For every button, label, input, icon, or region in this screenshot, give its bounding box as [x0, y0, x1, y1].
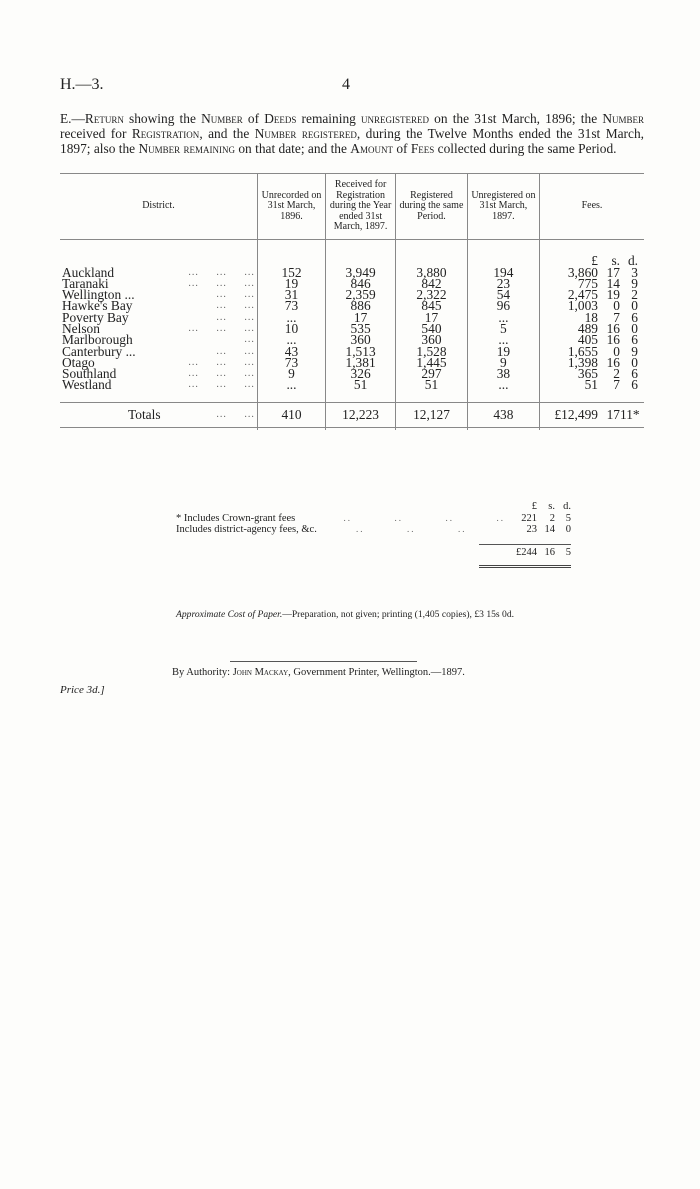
- unregistered-cell: 96: [467, 300, 539, 311]
- fees-pounds: 3,860: [567, 264, 598, 280]
- title-part: Deeds: [264, 111, 297, 126]
- table-row: [60, 379, 644, 390]
- footnote-total-pence: 5: [565, 547, 571, 558]
- footnote-leader-dots: .. .. ..: [356, 524, 467, 534]
- unregistered-cell: 194: [467, 267, 539, 278]
- fees-pounds: 489: [577, 320, 598, 336]
- received-cell: 1,513: [326, 346, 396, 357]
- fees-pence: 0: [631, 298, 638, 314]
- approximate-cost: [176, 609, 514, 620]
- approximate-cost-text: —Preparation, not given; printing (1,405 copies), £3 15s 0d.: [282, 609, 515, 620]
- title-part: remaining: [296, 111, 361, 126]
- leader-dots: ...: [244, 334, 255, 346]
- district-name: Canterbury ...: [62, 343, 136, 359]
- received-cell: 17: [326, 312, 396, 323]
- leader-dots: ... ...: [216, 311, 255, 323]
- unrecorded-cell: 73: [257, 357, 325, 368]
- page-number: 4: [342, 76, 350, 93]
- district-name: Nelson: [62, 320, 100, 336]
- fees-pounds: £12,499: [554, 407, 598, 423]
- page-reference: H.—3.: [60, 76, 104, 93]
- title-part: Number registered: [254, 126, 357, 141]
- fees-cell: [540, 403, 645, 428]
- fees-pounds: 405: [577, 332, 598, 348]
- table-row: [60, 368, 644, 379]
- leader-dots: ... ... ...: [188, 322, 255, 334]
- leader-dots: ... ... ...: [188, 356, 255, 368]
- unregistered-cell: ...: [467, 312, 539, 323]
- fees-pounds: 1,398: [567, 354, 598, 370]
- leader-dots: ... ... ...: [188, 368, 255, 380]
- received-cell: 3,949: [326, 267, 396, 278]
- received-cell: 535: [326, 323, 396, 334]
- title-part: of: [242, 111, 265, 126]
- footnote-unit-pence: d.: [563, 501, 571, 512]
- unrecorded-cell: 31: [257, 289, 325, 300]
- registered-cell: 3,880: [396, 267, 468, 278]
- fees-pounds: 2,475: [567, 287, 598, 303]
- title-part: collected during the same Period.: [434, 141, 617, 156]
- registered-cell: 540: [396, 323, 468, 334]
- unrecorded-cell: 10: [257, 323, 325, 334]
- header-unregistered: Unregistered on 31st March, 1897.: [467, 174, 539, 240]
- fees-pounds: 365: [577, 366, 598, 382]
- title-prefix: E.—: [60, 111, 85, 126]
- title-part: Return: [84, 111, 124, 126]
- authority-line: [172, 667, 465, 678]
- fees-shillings: 16: [606, 320, 620, 336]
- table-row: [60, 300, 644, 311]
- received-cell: 51: [326, 379, 396, 390]
- unit-pence: d.: [627, 252, 638, 268]
- unrecorded-cell: 410: [257, 403, 325, 428]
- footnote-shillings: 14: [544, 524, 555, 535]
- fees-pence: 6: [631, 366, 638, 382]
- registered-cell: 1,528: [396, 346, 468, 357]
- footnote-label: * Includes Crown-grant fees: [176, 513, 296, 524]
- fees-shillings: 19: [606, 287, 620, 303]
- footnote-shillings: 2: [549, 513, 555, 524]
- fees-shillings: 0: [613, 343, 620, 359]
- district-name: Westland: [62, 377, 112, 393]
- leader-dots: ... ...: [216, 345, 255, 357]
- title-part: Fees: [410, 141, 435, 156]
- fees-pence: 2: [631, 287, 638, 303]
- footnote-row: [176, 524, 571, 535]
- title-part: , during the Twelve Months ended the 31st March, 1897; also the: [60, 126, 645, 156]
- unregistered-cell: 438: [467, 403, 539, 428]
- authority-suffix: , Government Printer, Wellington.—1897.: [288, 667, 465, 678]
- fees-pounds: 1,655: [567, 343, 598, 359]
- footnote-units: [501, 501, 571, 512]
- unrecorded-cell: 19: [257, 278, 325, 289]
- fees-pence: 6: [631, 377, 638, 393]
- received-cell: 360: [326, 334, 396, 345]
- leader-dots: ... ...: [216, 289, 255, 301]
- fees-pence: 6: [631, 309, 638, 325]
- registered-cell: 51: [396, 379, 468, 390]
- footnote-unit-pounds: £: [531, 501, 537, 512]
- district-name: Poverty Bay: [62, 309, 129, 325]
- totals-row: [60, 403, 644, 428]
- title-part: of: [392, 141, 411, 156]
- unrecorded-cell: 152: [257, 267, 325, 278]
- footnote-total-shillings: 16: [544, 547, 555, 558]
- fees-pence: 0: [631, 320, 638, 336]
- printer-name: John Mackay: [232, 667, 289, 678]
- totals-label-cell: [60, 403, 257, 428]
- fees-shillings: 14: [606, 275, 620, 291]
- authority-rule: [230, 661, 417, 662]
- fees-shillings: 2: [613, 366, 620, 382]
- title-part: Amount: [350, 141, 393, 156]
- title-part: showing the: [123, 111, 202, 126]
- fees-pence: 9: [631, 275, 638, 291]
- table-header-row: [60, 174, 644, 240]
- price-label: Price 3d.]: [60, 684, 105, 696]
- registered-cell: 1,445: [396, 357, 468, 368]
- footnote-unit-shillings: s.: [548, 501, 555, 512]
- unrecorded-cell: 43: [257, 346, 325, 357]
- received-cell: 846: [326, 278, 396, 289]
- unregistered-cell: ...: [467, 379, 539, 390]
- fees-pence: 0: [631, 354, 638, 370]
- footnote-row: [176, 513, 571, 524]
- received-cell: 12,223: [326, 403, 396, 428]
- unit-pounds: £: [591, 252, 598, 268]
- fees-shillings: 17: [606, 407, 620, 423]
- footnote-pence: 5: [565, 513, 571, 524]
- leader-dots: ... ... ...: [188, 277, 255, 289]
- district-name: Wellington ...: [62, 287, 135, 303]
- unregistered-cell: 19: [467, 346, 539, 357]
- registered-cell: 842: [396, 278, 468, 289]
- leader-dots: ... ... ...: [188, 379, 255, 391]
- unregistered-cell: 5: [467, 323, 539, 334]
- unregistered-cell: 54: [467, 289, 539, 300]
- fees-shillings: 17: [606, 264, 620, 280]
- header-registered: Registered during the same Period.: [396, 174, 468, 240]
- leader-dots: ... ...: [216, 409, 255, 421]
- unregistered-cell: ...: [467, 334, 539, 345]
- unrecorded-cell: 9: [257, 368, 325, 379]
- registered-cell: 845: [396, 300, 468, 311]
- footnote-pence: 0: [565, 524, 571, 535]
- unrecorded-cell: ...: [257, 312, 325, 323]
- registered-cell: 12,127: [396, 403, 468, 428]
- district-name: Hawke's Bay: [62, 298, 133, 314]
- title-part: unregistered: [361, 111, 429, 126]
- footnote-leader-dots: .. .. .. ..: [343, 513, 505, 523]
- title-part: Number: [201, 111, 243, 126]
- fees-pounds: 18: [584, 309, 598, 325]
- received-cell: 886: [326, 300, 396, 311]
- district-name: Otago: [62, 354, 95, 370]
- leader-dots: ... ...: [216, 300, 255, 312]
- header-unrecorded: Unrecorded on 31st March, 1896.: [257, 174, 325, 240]
- unrecorded-cell: ...: [257, 334, 325, 345]
- district-name: Marlborough: [62, 332, 133, 348]
- return-title: [60, 111, 644, 156]
- authority-prefix: By Authority:: [172, 667, 233, 678]
- fees-pounds: 775: [577, 275, 598, 291]
- title-part: Number: [602, 111, 644, 126]
- fees-shillings: 16: [606, 354, 620, 370]
- registered-cell: 2,322: [396, 289, 468, 300]
- deeds-return-table: [60, 173, 644, 430]
- fees-cell: [540, 377, 645, 393]
- footnote-pounds: 23: [526, 524, 537, 535]
- received-cell: 326: [326, 368, 396, 379]
- district-cell: [60, 377, 257, 393]
- fees-pence: 3: [631, 264, 638, 280]
- fees-pence: 11*: [620, 407, 640, 423]
- unregistered-cell: 9: [467, 357, 539, 368]
- unrecorded-cell: 73: [257, 300, 325, 311]
- district-name: Taranaki: [62, 275, 109, 291]
- unregistered-cell: 23: [467, 278, 539, 289]
- header-district: District.: [60, 174, 257, 240]
- title-part: Registration: [131, 126, 200, 141]
- received-cell: 2,359: [326, 289, 396, 300]
- approximate-cost-label: Approximate Cost of Paper.: [176, 609, 283, 620]
- fees-shillings: 16: [606, 332, 620, 348]
- received-cell: 1,381: [326, 357, 396, 368]
- fees-shillings: 7: [613, 309, 620, 325]
- footnote-label: Includes district-agency fees, &c.: [176, 524, 317, 535]
- registered-cell: 297: [396, 368, 468, 379]
- fees-pence: 9: [631, 343, 638, 359]
- title-part: on that date; and the: [235, 141, 351, 156]
- footnote-total-pounds: £244: [516, 547, 537, 558]
- title-part: , and the: [199, 126, 255, 141]
- fees-shillings: 0: [613, 298, 620, 314]
- header-received: Received for Registration during the Year ended 31st March, 1897.: [326, 174, 396, 240]
- header-fees: Fees.: [540, 174, 645, 240]
- fees-pence: 6: [631, 332, 638, 348]
- title-part: on the 31st March, 1896; the: [429, 111, 603, 126]
- title-part: received for: [60, 126, 132, 141]
- fees-pounds: 51: [584, 377, 598, 393]
- fees-pounds: 1,003: [567, 298, 598, 314]
- unit-shillings: s.: [611, 252, 620, 268]
- district-name: Southland: [62, 366, 117, 382]
- footnote-pounds: 221: [521, 513, 537, 524]
- unregistered-cell: 38: [467, 368, 539, 379]
- fees-shillings: 7: [613, 377, 620, 393]
- title-part: Number remaining: [138, 141, 236, 156]
- totals-label: Totals: [128, 407, 161, 423]
- registered-cell: 360: [396, 334, 468, 345]
- leader-dots: ... ... ...: [188, 266, 255, 278]
- district-name: Auckland: [62, 264, 115, 280]
- registered-cell: 17: [396, 312, 468, 323]
- footnote-total: [479, 544, 571, 568]
- unrecorded-cell: ...: [257, 379, 325, 390]
